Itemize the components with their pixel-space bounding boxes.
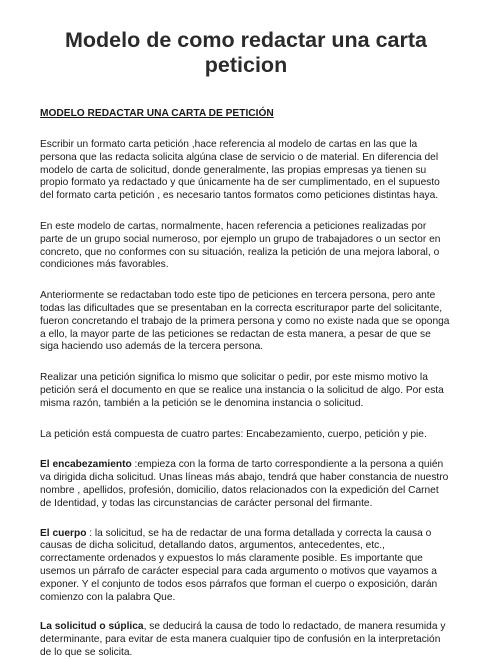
term-solicitud: La solicitud o súplica	[40, 621, 144, 633]
text-encabezamiento: :empieza con la forma de tarto correspondiente a la persona a quién va dirigida dicha solicitud. Unas líneas más abajo, tendrá que haber constancia de nuestro nombre , apellidos, profesión, domicilio, datos relacionados con la expedición del Carnet de Identidad, y todas las circunstancias de carácter personal del firmante.	[40, 459, 449, 509]
paragraph-group-requests: En este modelo de cartas, normalmente, hacen referencia a peticiones realizadas por parte de un grupo social numeroso, por ejemplo un grupo de trabajadores o un sector en concreto, que no conformes con su situación, realiza la petición de una mejora laboral, o condiciones más favorables.	[40, 220, 441, 271]
paragraph-parts: La petición está compuesta de cuatro partes: Encabezamiento, cuerpo, petición y pie.	[40, 428, 427, 440]
term-encabezamiento: El encabezamiento	[40, 459, 132, 471]
paragraph-encabezamiento	[40, 459, 452, 510]
page-title: Modelo de como redactar una carta peticion	[64, 28, 427, 77]
paragraph-solicitud	[40, 621, 452, 659]
paragraph-third-person: Anteriormente se redactaban todo este tipo de peticiones en tercera persona, pero ante todas las dificultades que se presentaban en la correcta escriturapor parte del solicitante, fueron concretando el trabajo de la primera persona y como no existe nada que se oponga a ello, la mayor parte de las peticiones se redactan de esta manera, a pesar de que se siga haciendo uso además de la tercera persona.	[40, 290, 450, 353]
paragraph-cuerpo	[40, 528, 452, 605]
text-solicitud: , se deducirá la causa de todo lo redactado, de manera resumida y determinante, para evitar de esta manera cualquier tipo de confusión en la interpretación de lo que se solicita.	[40, 621, 446, 658]
section-heading: MODELO REDACTAR UNA CARTA DE PETICIÓN	[40, 108, 274, 119]
text-cuerpo: : la solicitud, se ha de redactar de una forma detallada y correcta la causa o causas de dicha solicitud, detallando datos, argumentos, antecedentes, etc., correctamente ordenados y expuestos lo más claramente posible. Es importante que usemos un párrafo de carácter especial para cada argumento o motivos que vayamos a exponer. Y el conjunto de todos esos párrafos que forman el cuerpo o exposición, darán comienzo con la palabra Que.	[40, 527, 438, 603]
term-cuerpo: El cuerpo	[40, 527, 87, 539]
paragraph-definition: Realizar una petición significa lo mismo que solicitar o pedir, por este mismo motivo la petición será el documento en que se realice una instancia o la solicitud de algo. Por esta misma razón, también a la petición se le denomina instancia o solicitud.	[40, 372, 444, 409]
paragraph-intro: Escribir un formato carta petición ,hace referencia al modelo de cartas en las que la persona que las redacta solicita algúna clase de servicio o de material. En diferencia del modelo de carta de solicitud, donde generalmente, las propias empresas ya tienen su propio formato ya redactado y que únicamente ha de ser cumplimentado, en el supuesto del formato carta petición , es necesario tantos formatos como peticiones distintas haya.	[40, 139, 440, 202]
